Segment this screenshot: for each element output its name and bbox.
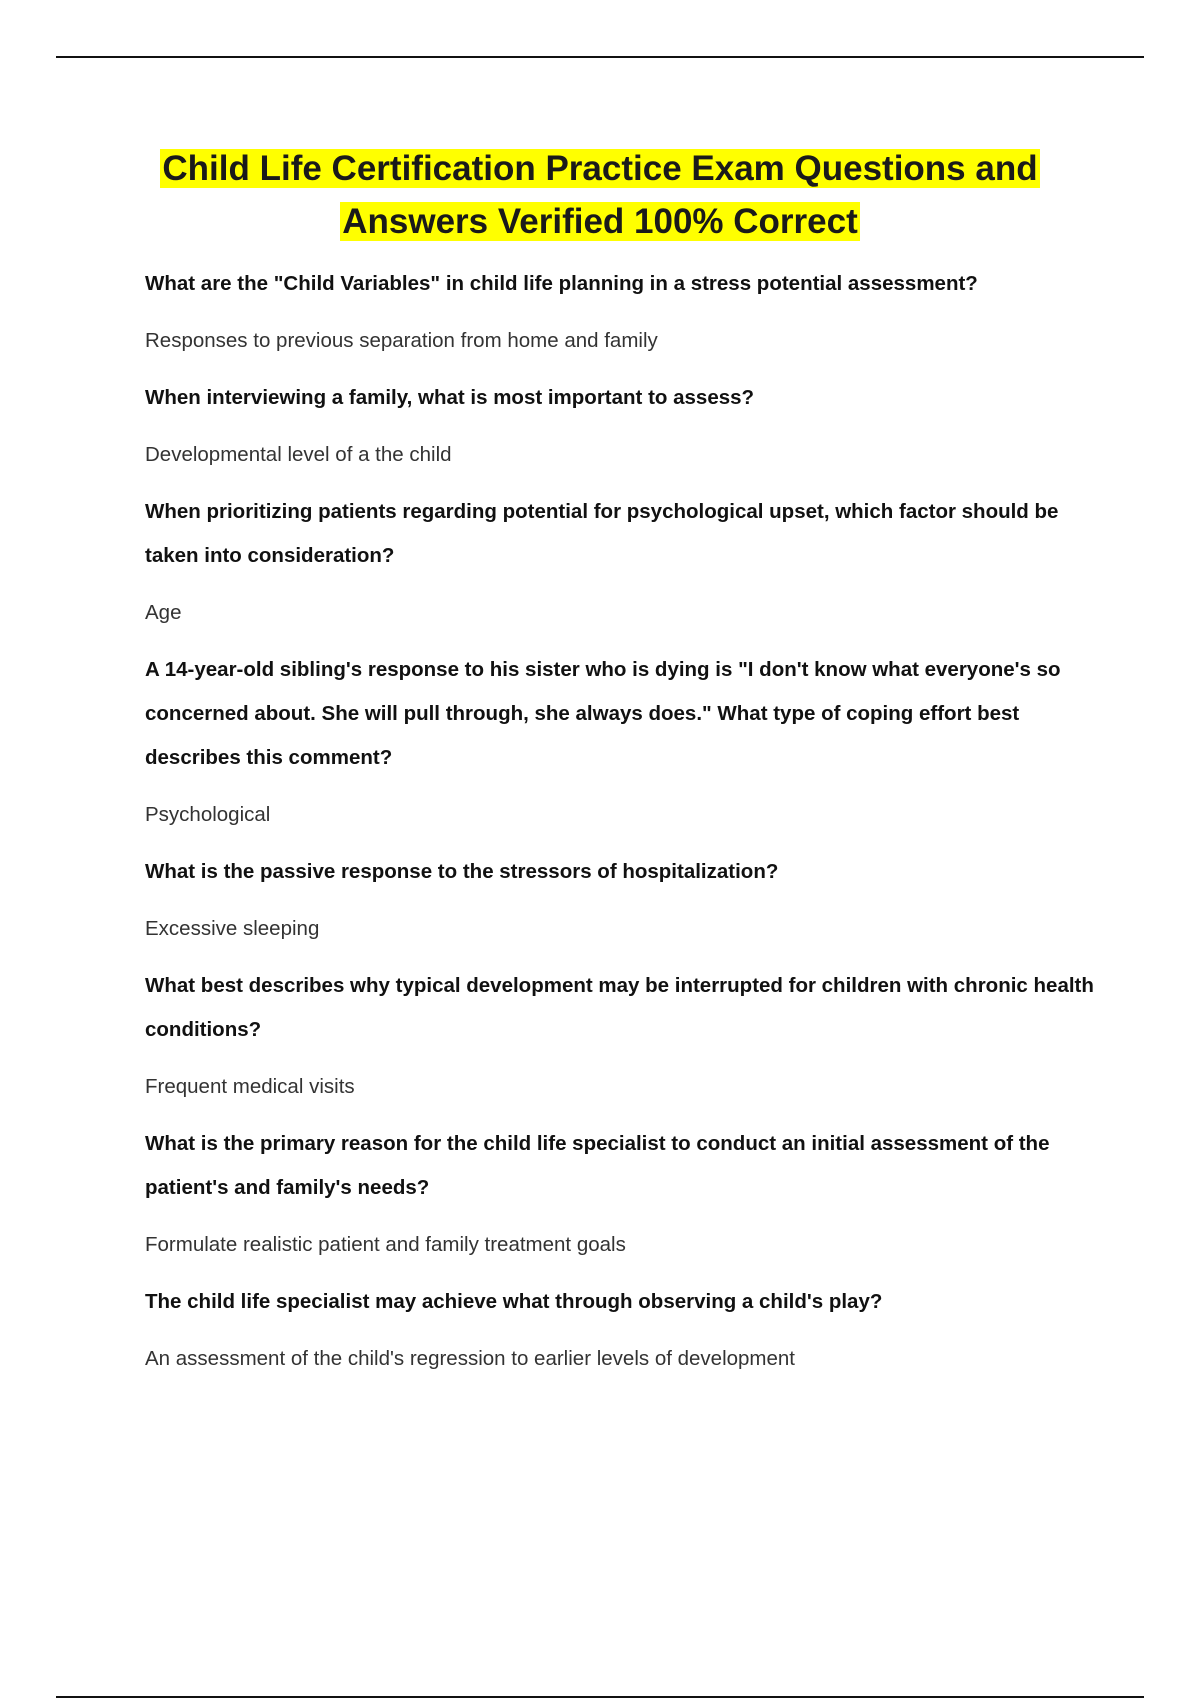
question-3: When prioritizing patients regarding potential for psychological upset, which factor should be taken into consideration? xyxy=(145,500,1059,567)
title-line-2: Answers Verified 100% Correct xyxy=(342,202,858,241)
qa-list xyxy=(145,262,1095,1394)
question-6: What best describes why typical development may be interrupted for children with chronic health conditions? xyxy=(145,974,1094,1041)
question-5: What is the passive response to the stressors of hospitalization? xyxy=(145,860,779,883)
answer-4: Psychological xyxy=(145,803,271,826)
answer-5: Excessive sleeping xyxy=(145,917,320,940)
answer-1: Responses to previous separation from home and family xyxy=(145,329,658,352)
question-1: What are the "Child Variables" in child life planning in a stress potential assessment? xyxy=(145,272,978,295)
question-2: When interviewing a family, what is most important to assess? xyxy=(145,386,755,409)
footer-rule xyxy=(56,1696,1144,1698)
title-line-1: Child Life Certification Practice Exam Questions and xyxy=(162,149,1038,188)
answer-6: Frequent medical visits xyxy=(145,1075,355,1098)
question-7: What is the primary reason for the child life specialist to conduct an initial assessment of the patient's and family's needs? xyxy=(145,1132,1050,1199)
answer-2: Developmental level of a the child xyxy=(145,443,452,466)
document-title xyxy=(100,142,1100,248)
answer-7: Formulate realistic patient and family treatment goals xyxy=(145,1233,626,1256)
question-8: The child life specialist may achieve what through observing a child's play? xyxy=(145,1290,883,1313)
answer-8: An assessment of the child's regression to earlier levels of development xyxy=(145,1347,795,1370)
header-rule xyxy=(56,56,1144,58)
question-4: A 14-year-old sibling's response to his sister who is dying is "I don't know what everyone's so concerned about. She will pull through, she always does." What type of coping effort best describes this comment? xyxy=(145,658,1061,769)
answer-3: Age xyxy=(145,601,182,624)
